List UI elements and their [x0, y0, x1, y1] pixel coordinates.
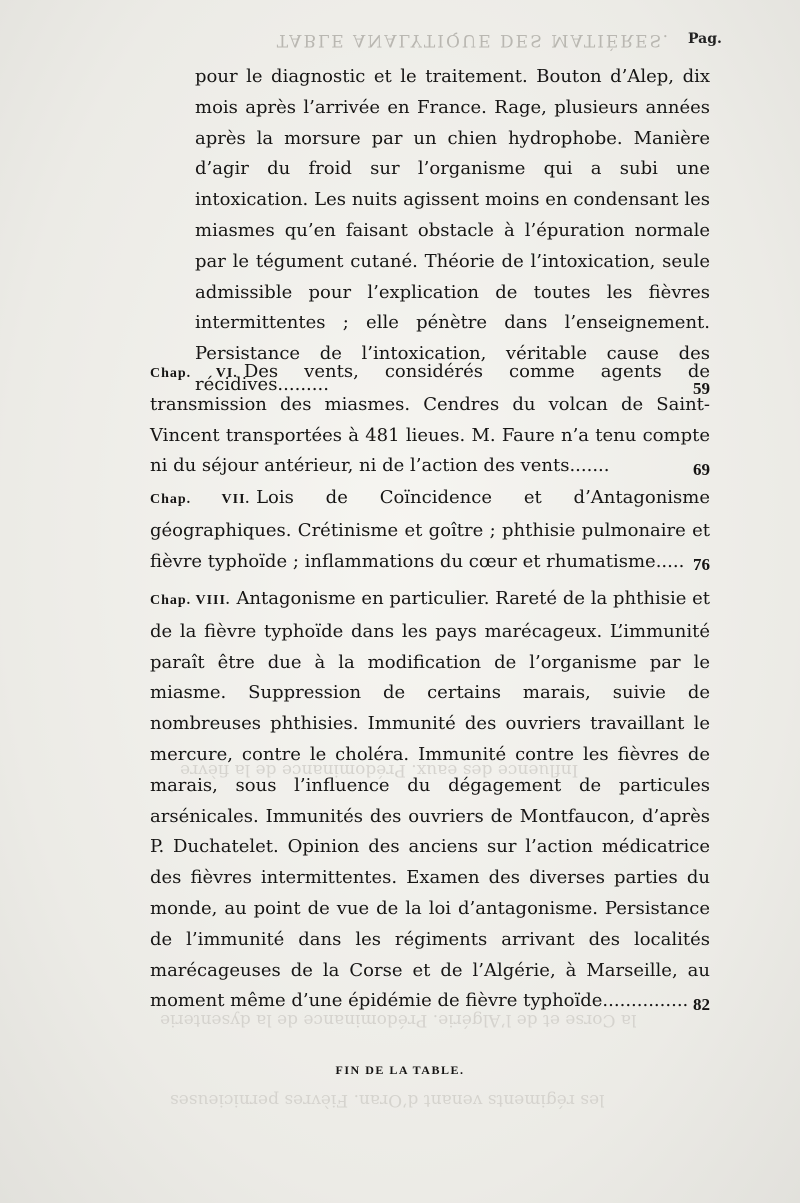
chapter-label: Chap. VIII.: [150, 593, 231, 608]
toc-entry-chapter-8: [150, 584, 710, 1017]
entry-description: Des vents, considérés comme agents de transmission des miasmes. Cendres du volcan de Saint-Vincent transportées à 481 lieues. M. Faure n’a tenu compte ni du séjour antérieur, ni de l’action des vents.......: [150, 361, 710, 477]
chapter-label: Chap. VII.: [150, 492, 251, 507]
page-number: 59: [693, 378, 710, 398]
running-title: TABLE ANALYTIQUE DES MATIÈRES.: [276, 30, 670, 50]
toc-entry-chapter-7: [150, 483, 710, 577]
entry-description: Lois de Coïncidence et d’Antagonisme géographiques. Crétinisme et goître ; phthisie pulmonaire et fièvre typhoïde ; inflammations du cœur et rhumatisme.....: [150, 487, 711, 572]
chapter-label: Chap. VI.: [150, 366, 238, 381]
entry-description: pour le diagnostic et le traitement. Bouton d’Alep, dix mois après l’arrivée en France. Rage, plusieurs années après la morsure par un chien hydrophobe. Manière d’agir du froid sur l’organisme qui a subi une intoxication. Les nuits agissent moins en condensant les miasmes qu’en faisant obstacle à l’épuration normale par le tégument cutané. Théorie de l’intoxication, seule admissible pour l’explication de toutes les fièvres intermittentes ; elle pénètre dans l’enseignement. Persistance de l’intoxication, véritable cause des récidives.........: [195, 66, 710, 395]
toc-entry-chapter-6: [150, 357, 710, 482]
toc-entry-text: [150, 62, 710, 401]
toc-entry-text: [150, 584, 710, 1017]
page-number: 82: [693, 995, 710, 1015]
toc-entry-text: [150, 483, 710, 577]
page-number: 76: [693, 555, 710, 575]
page-number: 69: [693, 460, 710, 480]
show-through-text: les régiments venant d’Oran. Fièvres pernicieuses: [170, 1090, 605, 1110]
page-column-label: Pag.: [688, 31, 722, 47]
show-through-text: Influence des eaux. Prédominance de la fièvre: [180, 760, 579, 780]
end-of-table-note: FIN DE LA TABLE.: [335, 1063, 465, 1077]
toc-entry-text: [150, 357, 710, 482]
entry-description: Antagonisme en particulier. Rareté de la phthisie et de la fièvre typhoïde dans les pays marécageux. L’immunité paraît être due à la modification de l’organisme par le miasme. Suppression de certains marais, suivie de nombreuses phthisies. Immunité des ouvriers travaillant le mercure, contre le choléra. Immunité contre les fièvres de marais, sous l’influence du dégagement de particules arsénicales. Immunités des ouvriers de Montfaucon, d’après P. Duchatelet. Opinion des anciens sur l’action médicatrice des fièvres intermittentes. Examen des diverses parties du monde, au point de vue de la loi d’antagonisme. Persistance de l’immunité dans les régiments arrivant des localités marécageuses de la Corse et de l’Algérie, à Marseille, au moment même d’une épidémie de fièvre typhoïde...............: [150, 588, 711, 1012]
toc-entry-continued: [150, 62, 710, 401]
show-through-text: la Corse et de l’Algérie. Prédominance de la dysenterie: [160, 1010, 637, 1030]
